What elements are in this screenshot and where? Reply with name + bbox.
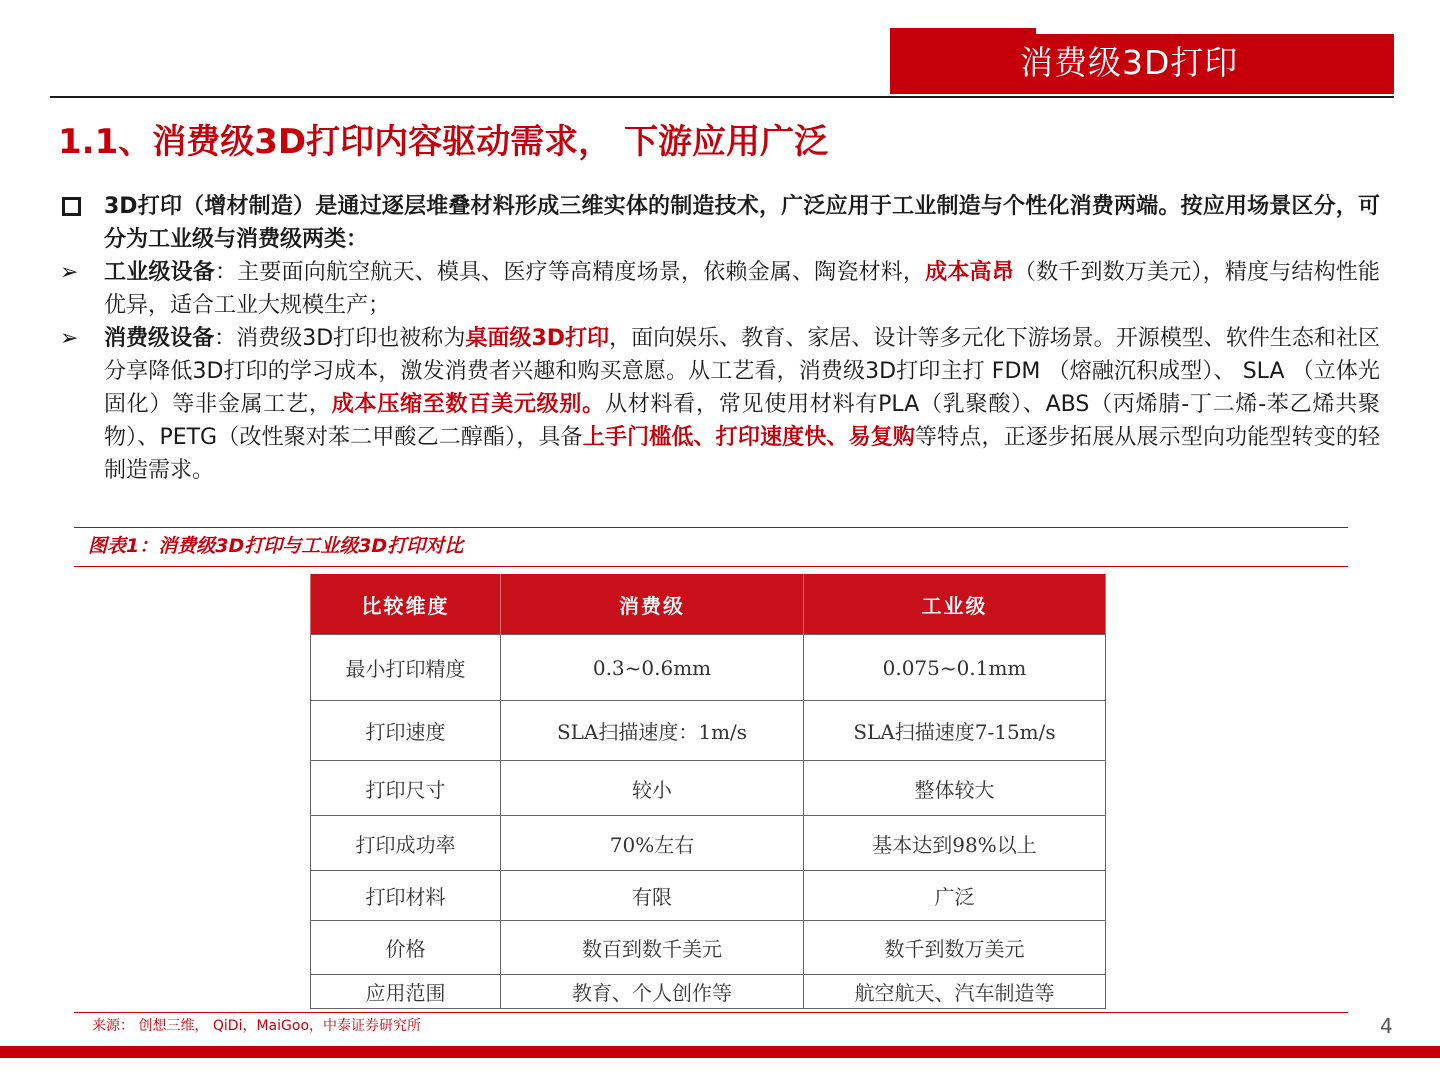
industrial-text-a: ：主要面向航空航天、模具、医疗等高精度场景，依赖金属、陶瓷材料， (214, 260, 926, 285)
table-cell: 数百到数千美元 (501, 921, 804, 975)
figure-caption: 图表1：消费级3D打印与工业级3D打印对比 (88, 535, 464, 557)
arrow-bullet-icon: ➢ (60, 260, 79, 285)
table-header-row (311, 574, 1106, 635)
consumer-label: 消费级设备 (104, 326, 215, 351)
table-cell: SLA扫描速度：1m/s (501, 701, 804, 761)
consumer-paragraph (60, 322, 1380, 487)
arrow-bullet-icon: ➢ (60, 326, 79, 351)
table-header-cell: 比较维度 (311, 574, 501, 635)
table-cell: 较小 (501, 761, 804, 816)
body-text (60, 190, 1380, 487)
consumer-highlight-c: 上手门槛低、打印速度快、易复购 (582, 425, 916, 450)
consumer-text-b: ，面向娱乐、教育、家居、设计等多元化下游场景。开源模型、软件生态和社区分享降低3D打印的学习成本，激发消费者兴趣和购买意愿。从工艺看，消费级3D打印主打 FDM （熔融沉积成型）、 SLA （立体光固化）等非金属工艺， (104, 326, 1380, 417)
table-cell: 价格 (311, 921, 501, 975)
table-cell: SLA扫描速度7-15m/s (804, 701, 1106, 761)
table-cell: 0.3~0.6mm (501, 635, 804, 701)
intro-paragraph (60, 190, 1380, 256)
footer-bar (0, 1046, 1440, 1058)
table-cell: 广泛 (804, 871, 1106, 921)
section-title: 1.1、消费级3D打印内容驱动需求， 下游应用广泛 (58, 122, 828, 162)
comparison-table (310, 574, 1106, 1009)
square-bullet-icon (62, 197, 81, 216)
caption-top-divider (74, 527, 1348, 528)
source-note: 来源： 创想三维， QiDi，MaiGoo，中泰证券研究所 (92, 1018, 422, 1034)
table-cell: 70%左右 (501, 816, 804, 871)
table-row (311, 921, 1106, 975)
table-row (311, 816, 1106, 871)
header-title: 消费级3D打印 (1020, 43, 1239, 82)
table-cell: 最小打印精度 (311, 635, 501, 701)
page-number: 4 (1380, 1014, 1393, 1038)
table-cell: 打印速度 (311, 701, 501, 761)
table-row (311, 871, 1106, 921)
intro-text: 3D打印（增材制造）是通过逐层堆叠材料形成三维实体的制造技术，广泛应用于工业制造与个性化消费两端。按应用场景区分，可分为工业级与消费级两类： (104, 194, 1380, 252)
table-cell: 0.075~0.1mm (804, 635, 1106, 701)
consumer-text-d: 等特点，正逐步拓展从展示型向功能型转变的轻制造需求。 (104, 425, 1380, 483)
table-cell: 有限 (501, 871, 804, 921)
consumer-highlight-a: 桌面级3D打印 (465, 326, 610, 351)
industrial-text-b: （数千到数万美元），精度与结构性能优异，适合工业大规模生产； (104, 260, 1380, 318)
industrial-paragraph (60, 256, 1380, 322)
table-row (311, 975, 1106, 1009)
caption-bottom-divider (74, 566, 1348, 567)
header-tab-notch (1036, 28, 1394, 34)
table-row (311, 701, 1106, 761)
table-cell: 教育、个人创作等 (501, 975, 804, 1009)
table-cell: 打印成功率 (311, 816, 501, 871)
industrial-highlight: 成本高昂 (925, 260, 1014, 285)
table-cell: 整体较大 (804, 761, 1106, 816)
table-cell: 基本达到98%以上 (804, 816, 1106, 871)
table-row (311, 635, 1106, 701)
source-divider (74, 1012, 1348, 1013)
table-cell: 数千到数万美元 (804, 921, 1106, 975)
table-cell: 应用范围 (311, 975, 501, 1009)
table-cell: 航空航天、汽车制造等 (804, 975, 1106, 1009)
consumer-text-a: ：消费级3D打印也被称为 (214, 326, 466, 351)
table-header-cell: 工业级 (804, 574, 1106, 635)
consumer-highlight-b: 成本压缩至数百美元级别。 (331, 392, 605, 417)
table-header-cell: 消费级 (501, 574, 804, 635)
header-divider (50, 96, 1394, 98)
consumer-text-c: 从材料看，常见使用材料有PLA（乳聚酸）、ABS（丙烯腈-丁二烯-苯乙烯共聚物）、PETG（改性聚对苯二甲酸乙二醇酯），具备 (104, 392, 1380, 450)
table-cell: 打印尺寸 (311, 761, 501, 816)
table-row (311, 761, 1106, 816)
table-cell: 打印材料 (311, 871, 501, 921)
industrial-label: 工业级设备 (104, 260, 215, 285)
